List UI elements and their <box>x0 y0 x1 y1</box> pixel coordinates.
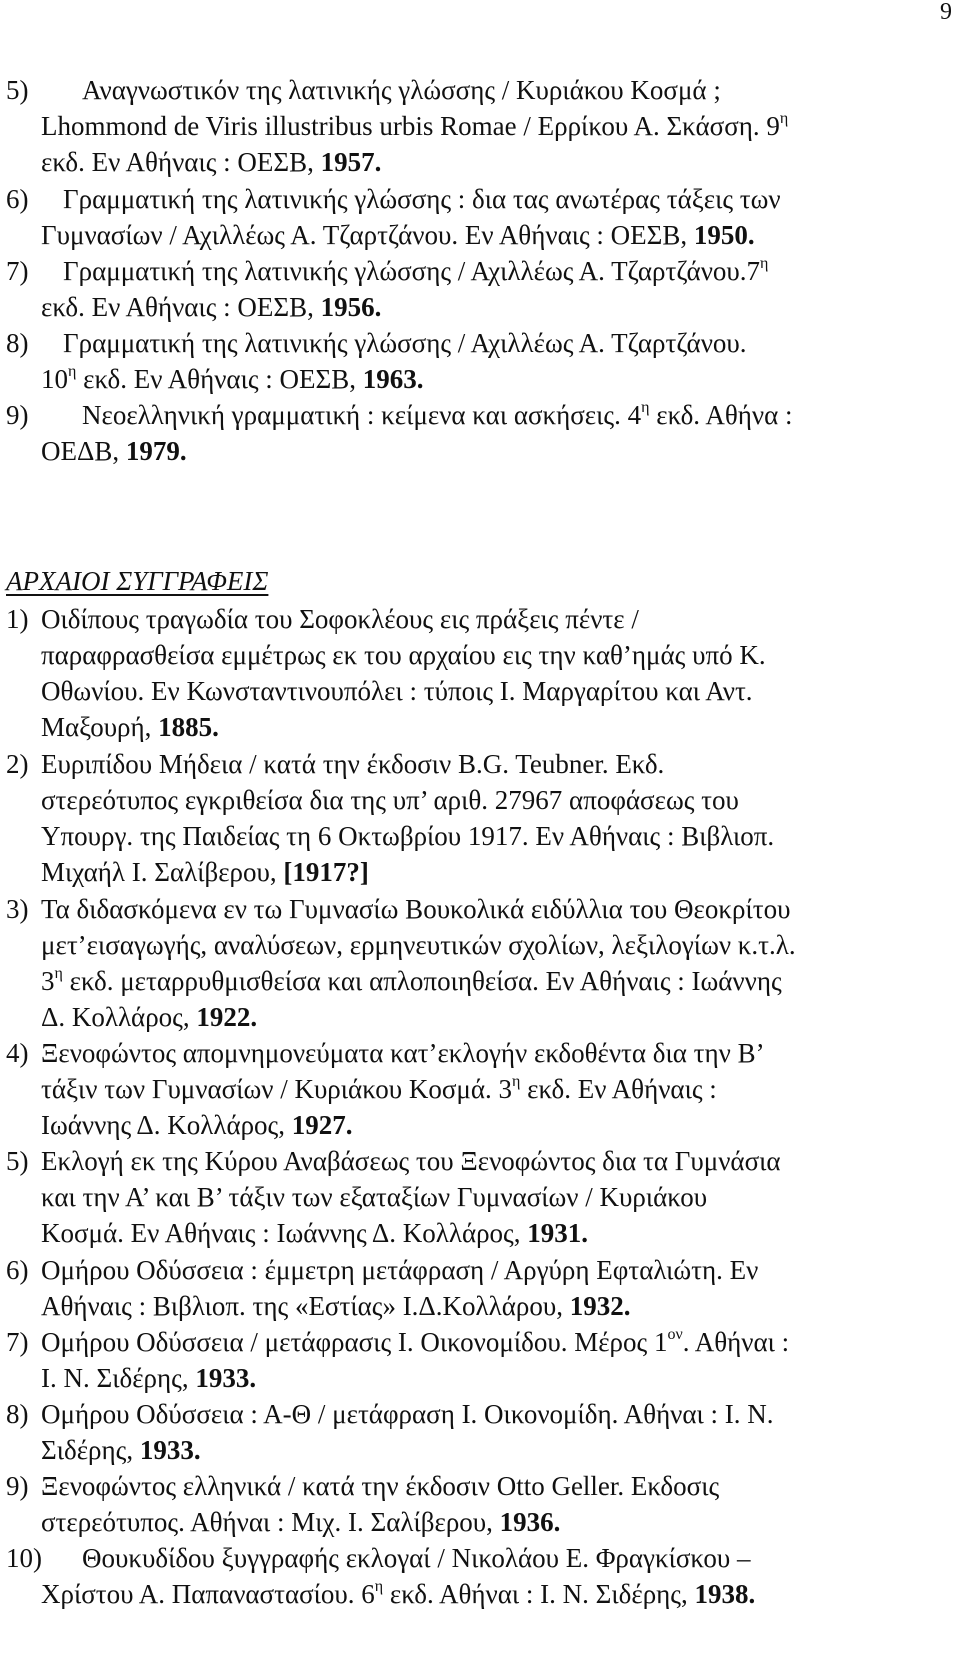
entry-year: 1927. <box>291 1110 353 1140</box>
entry-number: 7) <box>6 1327 29 1357</box>
entry-text: Αναγνωστικόν της λατινικής γλώσσης / Κυριάκου Κοσμά ; <box>82 75 721 105</box>
entry-line <box>41 433 187 469</box>
entry-text: Γραμματική της λατινικής γλώσσης / Αχιλλέως Α. Τζαρτζάνου.7 <box>63 256 761 286</box>
entry-line <box>41 782 739 818</box>
entry-text: Μαξουρή, <box>41 712 159 742</box>
entry-number: 3) <box>6 894 29 924</box>
entry-line <box>41 1107 353 1143</box>
entry-line <box>41 144 381 180</box>
entry-line <box>41 1215 588 1251</box>
entry-text: Ευριπίδου Μήδεια / κατά την έκδοσιν B.G. Teubner. Εκδ. <box>41 749 665 779</box>
entry-year: 1956. <box>320 292 382 322</box>
entry-line <box>41 1035 765 1071</box>
entry-text: εκδ. Αθήνα : <box>649 400 793 430</box>
entry-text: Ομήρου Οδύσσεια : έμμετρη μετάφραση / Αργύρη Εφταλιώτη. Εν <box>41 1255 759 1285</box>
entry-line <box>41 637 766 673</box>
superscript: η <box>779 110 789 127</box>
entry-text: εκδ. μεταρρυθμισθείσα και απλοποιηθείσα. Εν Αθήναις : Ιωάννης <box>62 966 782 996</box>
entry-number: 2) <box>6 749 29 779</box>
superscript: η <box>54 965 63 982</box>
entry-line <box>41 1179 707 1215</box>
entry-text: Δ. Κολλάρος, <box>41 1002 197 1032</box>
entry-text: Οιδίπους τραγωδία του Σοφοκλέους εις πράξεις πέντε / <box>41 604 639 634</box>
entry-line <box>41 927 796 963</box>
entry-line <box>41 709 219 745</box>
entry-line <box>41 1504 560 1540</box>
entry-line <box>82 1540 751 1576</box>
entry-number: 5) <box>6 75 29 105</box>
entry-text: τάξιν των Γυμνασίων / Κυριάκου Κοσμά. 3 <box>41 1074 512 1104</box>
entry-text: Υπουργ. της Παιδείας τη 6 Οκτωβρίου 1917. Εν Αθήναις : Βιβλιοπ. <box>41 821 775 851</box>
entry-text: μετ’εισαγωγής, αναλύσεων, ερμηνευτικών σχολίων, λεξιλογίων κ.τ.λ. <box>41 930 796 960</box>
page-number: 9 <box>940 0 952 25</box>
entry-text: Ομήρου Οδύσσεια : Α-Θ / μετάφραση Ι. Οικονομίδη. Αθήναι : Ι. Ν. <box>41 1399 774 1429</box>
entry-text: Οθωνίου. Εν Κωνσταντινουπόλει : τύποις Ι. Μαργαρίτου και Αντ. <box>41 676 753 706</box>
entry-text: Ξενοφώντος ελληνικά / κατά την έκδοσιν Otto Geller. Εκδοσις <box>41 1471 720 1501</box>
entry-year: 1885. <box>158 712 219 742</box>
entry-year: 1933. <box>139 1435 201 1465</box>
entry-line <box>63 181 781 217</box>
entry-year: 1963. <box>362 364 424 394</box>
entry-text: 3 <box>41 966 55 996</box>
entry-text: Γραμματική της λατινικής γλώσσης : δια τας ανωτέρας τάξεις των <box>63 184 781 214</box>
entry-text: εκδ. Εν Αθήναις : ΟΕΣΒ, <box>41 292 321 322</box>
entry-line <box>41 746 664 782</box>
entry-line <box>41 673 753 709</box>
entry-year: [1917?] <box>283 857 369 887</box>
entry-text: Ομήρου Οδύσσεια / μετάφρασις Ι. Οικονομίδου. Μέρος 1 <box>41 1327 668 1357</box>
entry-line <box>41 217 755 253</box>
entry-line <box>63 325 747 361</box>
entry-text: στερεότυπος. Αθήναι : Μιχ. Ι. Σαλίβερου, <box>41 1507 500 1537</box>
entry-line <box>41 1432 201 1468</box>
entry-line <box>41 1252 758 1288</box>
entry-line <box>41 108 788 144</box>
entry-year: 1957. <box>320 147 382 177</box>
entry-text: εκδ. Εν Αθήναις : ΟΕΣΒ, <box>76 364 363 394</box>
section-heading: ΑΡΧΑΙΟΙ ΣΥΓΓΡΑΦΕΙΣ <box>6 566 269 596</box>
entry-year: 1933. <box>195 1363 257 1393</box>
entry-line <box>41 1396 774 1432</box>
entry-text: Ξενοφώντος απομνημονεύματα κατ’εκλογήν εκδοθέντα δια την Β’ <box>41 1038 765 1068</box>
entry-year: 1979. <box>125 436 187 466</box>
entry-year: 1936. <box>499 1507 561 1537</box>
superscript: η <box>512 1073 521 1090</box>
entry-number: 7) <box>6 256 29 286</box>
entry-text: Εκλογή εκ της Κύρου Αναβάσεως του Ξενοφώντος δια τα Γυμνάσια <box>41 1146 781 1176</box>
entry-number: 9) <box>6 400 29 430</box>
superscript: η <box>641 399 650 416</box>
entry-text: Γραμματική της λατινικής γλώσσης / Αχιλλέως Α. Τζαρτζάνου. <box>63 328 747 358</box>
superscript: η <box>374 1578 384 1595</box>
entry-year: 1938. <box>694 1579 756 1609</box>
entry-text: εκδ. Εν Αθήναις : ΟΕΣΒ, <box>41 147 321 177</box>
entry-text: Μιχαήλ Ι. Σαλίβερου, <box>41 857 284 887</box>
entry-text: Χρίστου Α. Παπαναστασίου. 6 <box>41 1579 375 1609</box>
entry-year: 1950. <box>693 220 755 250</box>
entry-text: Γυμνασίων / Αχιλλέως Α. Τζαρτζάνου. Εν Αθήναις : ΟΕΣΒ, <box>41 220 694 250</box>
entry-text: Τα διδασκόμενα εν τω Γυμνασίω Βουκολικά ειδύλλια του Θεοκρίτου <box>41 894 791 924</box>
entry-line <box>41 361 424 397</box>
entry-line <box>41 1288 630 1324</box>
entry-text: Σιδέρης, <box>41 1435 140 1465</box>
superscript: η <box>68 363 77 380</box>
entry-year: 1932. <box>569 1291 631 1321</box>
entry-line <box>41 1468 719 1504</box>
entry-text: Αθήναις : Βιβλιοπ. της «Εστίας» Ι.Δ.Κολλάρου, <box>41 1291 570 1321</box>
entry-line <box>63 253 768 289</box>
entry-year: 1931. <box>527 1218 589 1248</box>
entry-number: 10) <box>6 1543 42 1573</box>
entry-line <box>41 999 257 1035</box>
entry-line <box>41 1576 755 1612</box>
entry-text: εκδ. Αθήναι : Ι. Ν. Σιδέρης, <box>383 1579 695 1609</box>
entry-line <box>41 1360 256 1396</box>
entry-number: 9) <box>6 1471 29 1501</box>
entry-text: ΟΕΔΒ, <box>41 436 126 466</box>
entry-number: 6) <box>6 184 29 214</box>
entry-text: Νεοελληνική γραμματική : κείμενα και ασκήσεις. 4 <box>82 400 642 430</box>
entry-line <box>82 72 721 108</box>
entry-line <box>41 854 369 890</box>
entry-line <box>41 601 639 637</box>
entry-text: Ιωάννης Δ. Κολλάρος, <box>41 1110 292 1140</box>
entry-line <box>41 1143 781 1179</box>
entry-number: 5) <box>6 1146 29 1176</box>
superscript: ον <box>667 1326 683 1343</box>
entry-text: παραφρασθείσα εμμέτρως εκ του αρχαίου εις την καθ’ημάς υπό Κ. <box>41 640 766 670</box>
entry-text: Κοσμά. Εν Αθήναις : Ιωάννης Δ. Κολλάρος, <box>41 1218 528 1248</box>
entry-line <box>41 1324 789 1360</box>
entry-number: 4) <box>6 1038 29 1068</box>
entry-text: Lhommond de Viris illustribus urbis Romae / Ερρίκου Α. Σκάσση. 9 <box>41 111 780 141</box>
entry-number: 6) <box>6 1255 29 1285</box>
entry-number: 8) <box>6 1399 29 1429</box>
entry-text: εκδ. Εν Αθήναις : <box>520 1074 717 1104</box>
entry-text: Θουκυδίδου ξυγγραφής εκλογαί / Νικολάου Ε. Φραγκίσκου – <box>82 1543 751 1573</box>
entry-number: 1) <box>6 604 29 634</box>
entry-line <box>41 289 381 325</box>
entry-line <box>41 891 790 927</box>
entry-line <box>41 963 782 999</box>
entry-text: 10 <box>41 364 68 394</box>
entry-line <box>41 1071 717 1107</box>
entry-number: 8) <box>6 328 29 358</box>
entry-line <box>82 397 792 433</box>
entry-text: . Αθήναι : <box>682 1327 790 1357</box>
entry-text: και την Α’ και Β’ τάξιν των εξαταξίων Γυμνασίων / Κυριάκου <box>41 1182 708 1212</box>
entry-year: 1922. <box>196 1002 258 1032</box>
superscript: η <box>760 255 769 272</box>
entry-text: Ι. Ν. Σιδέρης, <box>41 1363 196 1393</box>
entry-text: στερεότυπος εγκριθείσα δια της υπ’ αριθ. 27967 αποφάσεως του <box>41 785 739 815</box>
entry-line <box>41 818 774 854</box>
